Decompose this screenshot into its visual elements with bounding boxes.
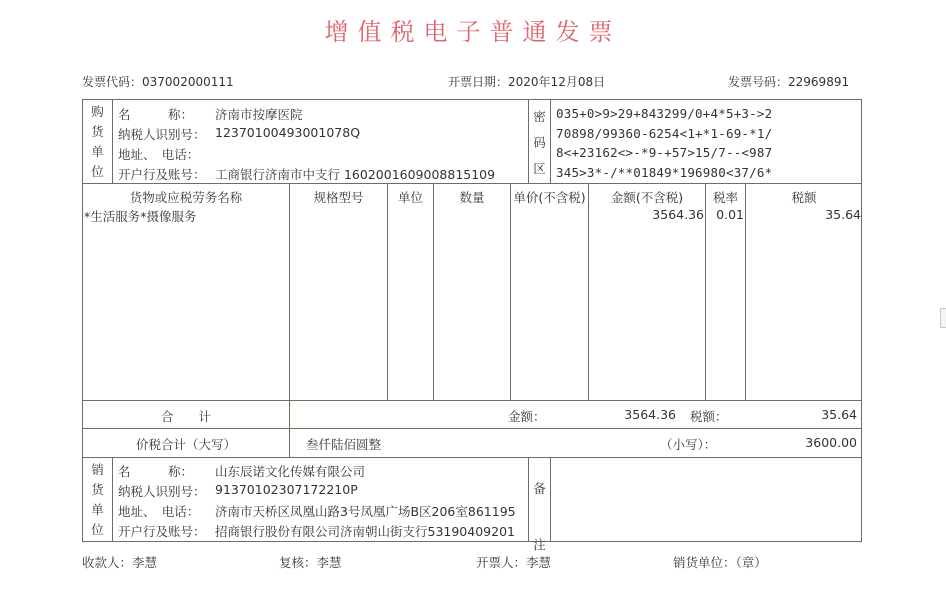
seller-taxid-value: 91370102307172210P [215, 482, 358, 497]
divider [433, 183, 434, 401]
col-header-unit: 单位 [397, 190, 423, 205]
grand-total-words: 叁仟陆佰圆整 [306, 437, 382, 452]
item-tax: 35.64 [825, 207, 861, 222]
divider [289, 183, 290, 458]
issuer-label: 开票人： [476, 555, 527, 570]
issuer [476, 553, 551, 571]
buyer-taxid-label: 纳税人识别号： [118, 127, 206, 142]
cipher-line: 70898/99360-6254<1+*1-69-*1/ [556, 125, 773, 141]
divider [82, 428, 862, 429]
seller-taxid-label: 纳税人识别号： [118, 484, 206, 499]
totals-tax-value: 35.64 [821, 407, 857, 422]
reviewer-value: 李慧 [316, 555, 342, 570]
divider [112, 99, 113, 184]
item-rate: 0.01 [716, 207, 744, 222]
seller-section-label: 销 货 单 位 [91, 462, 104, 537]
col-header-name: 货物或应税劳务名称 [129, 190, 243, 205]
item-amount: 3564.36 [652, 207, 704, 222]
cipher-line: 345>3*-/**01849*196980<37/6* [556, 164, 773, 180]
item-name: *生活服务*摄像服务 [84, 209, 197, 224]
seller-name-label: 名 称： [118, 464, 194, 479]
divider [82, 457, 862, 458]
totals-amount-label: 金额： [508, 409, 546, 424]
invoice-code-value: 037002000111 [142, 75, 234, 89]
reviewer-label: 复核： [279, 555, 317, 570]
grand-total-small-value: 3600.00 [805, 435, 857, 450]
cipher-section-label: 密 码 区 [533, 109, 546, 176]
issuer-value: 李慧 [526, 555, 552, 570]
buyer-name-label: 名 称： [118, 107, 194, 122]
reviewer [279, 553, 342, 571]
cipher-line: 8<+23162<>-*9-+57>15/7--<987 [556, 145, 773, 160]
issue-date-value: 2020年12月08日 [508, 75, 606, 89]
seller-address-label: 地址、 电话： [118, 504, 200, 519]
totals-tax-label: 税额： [690, 409, 728, 424]
side-handle[interactable] [940, 308, 946, 328]
seller-name-value: 山东辰诺文化传媒有限公司 [215, 464, 366, 479]
col-header-amount: 金额(不含税) [610, 190, 684, 205]
grand-total-label: 价税合计（大写） [135, 437, 236, 452]
buyer-name-value: 济南市按摩医院 [215, 107, 303, 122]
buyer-bank-label: 开户行及账号： [118, 167, 206, 182]
seller-bank-value: 招商银行股份有限公司济南朝山街支行53190409201 [215, 524, 515, 539]
buyer-address-label: 地址、 电话： [118, 147, 200, 162]
col-header-spec: 规格型号 [313, 190, 364, 205]
seller-bank-label: 开户行及账号： [118, 524, 206, 539]
totals-amount-value: 3564.36 [624, 407, 676, 422]
col-header-qty: 数量 [459, 190, 485, 205]
payee-value: 李慧 [132, 555, 158, 570]
divider [550, 99, 551, 184]
invoice-number-value: 22969891 [788, 75, 850, 89]
col-header-rate: 税率 [712, 190, 738, 205]
divider [112, 457, 113, 542]
invoice-title: 增值税电子普通发票 [324, 18, 622, 46]
invoice-code-label: 发票代码： [82, 75, 143, 89]
invoice-number-label: 发票号码： [728, 75, 789, 89]
cipher-text [556, 104, 772, 182]
buyer-taxid-value: 12370100493001078Q [215, 125, 361, 140]
issue-date-label: 开票日期： [448, 75, 509, 89]
invoice-code [82, 73, 234, 90]
remarks-section-label: 备 注 [533, 481, 546, 552]
divider [387, 183, 388, 401]
invoice-number [728, 73, 849, 90]
seller-address-value: 济南市天桥区凤凰山路3号凤凰广场B区206室861195 [215, 504, 516, 519]
col-header-price: 单价(不含税) [513, 190, 586, 205]
cipher-line: 035+0>9>29+843299/0+4*5+3->2 [556, 106, 773, 121]
payee [82, 553, 157, 571]
buyer-section-label: 购 货 单 位 [91, 104, 104, 179]
issue-date [448, 73, 605, 90]
grand-total-small-label: （小写）： [660, 437, 717, 452]
totals-label: 合 计 [160, 409, 211, 424]
divider [510, 183, 511, 401]
payee-label: 收款人： [82, 555, 133, 570]
buyer-bank-value: 工商银行济南市中支行 1602001609008815109 [215, 167, 496, 182]
divider [550, 457, 551, 542]
divider [588, 183, 589, 401]
seller-unit-seal: 销货单位：（章） [673, 555, 767, 570]
col-header-tax: 税额 [791, 190, 817, 205]
